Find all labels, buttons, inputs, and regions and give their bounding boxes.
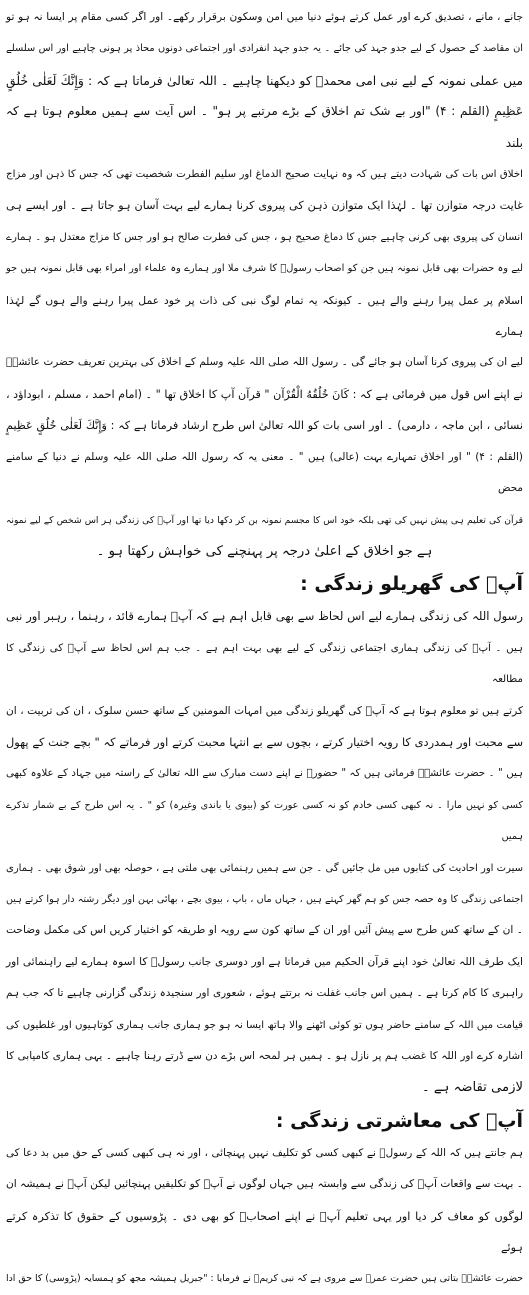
text-line: کرتے ہیں تو معلوم ہوتا ہے کہ آپؐ کی گھریلو زندگی میں امہات المومنین کے ساتھ حسن سلوک ، ان کی تربیت ، ان bbox=[6, 704, 523, 717]
text-line: اسلام پر عمل پیرا رہنے والے ہیں ۔ کیونکہ یہ تمام لوگ نبی کی ذات پر خود عمل پیرا رہنے والے ہوں گے لہٰذا ہمارے bbox=[6, 293, 523, 339]
text-line: قرآن کی تعلیم ہی پیش نہیں کی تھی بلکہ خود اس کا مجسم نمونہ بن کر دکھا دیا تھا اور آپؐ کی زندگی ہر اس شخص کے لیے نمونہ bbox=[6, 514, 523, 526]
text-line: غایت درجہ متوازن تھا ۔ لہٰذا ایک متوازن ذہن کی پیروی کرنا ہمارے لیے بہت آسان ہو جاتا ہے ۔ اور ایسے ہی bbox=[6, 199, 523, 213]
text-line: ہے جو اخلاق کے اعلیٰ درجہ پر پہنچنے کی خواہش رکھتا ہو ۔ bbox=[96, 543, 433, 559]
text-line: اشارہ کرے اور اللہ کا غضب ہم پر نازل ہو ۔ ہمیں ہر لمحہ اس بڑے دن سے ڈرتے رہنا چاہیے ۔ یہی ہماری کامیابی کا bbox=[6, 1050, 523, 1062]
text-line: رسول اللہ کی زندگی ہمارے لیے اس لحاظ سے بھی قابل اہم ہے کہ آپؐ ہمارے قائد ، رہنما ، رہبر اور نبی bbox=[6, 609, 523, 624]
text-line: ۔ بہت سے واقعات آپؐ کی زندگی سے وابستہ ہیں جہاں لوگوں نے آپؐ کو تکلیفیں پہنچائیں لیکن آپؐ نے ہمیشہ ان bbox=[6, 1178, 523, 1191]
text-line: لیے وہ حضرات بھی قابل نمونہ ہیں جن کو اصحاب رسولؐ کا شرف ملا اور ہمارے وہ علماء اور امراء بھی قابل نمونہ ہیں جو bbox=[6, 263, 523, 275]
text-line: راہبری کا کام کرتا ہے ۔ ہمیں اس جانب غفلت نہ برتتے ہوئے ، شعوری اور سنجیدہ زندگی گزارنی چاہیے تا کہ جب ہم bbox=[6, 987, 523, 1000]
text-line: لیے ان کی پیروی کرنا آسان ہو جائے گی ۔ رسول اللہ صلی اللہ علیہ وسلم کے اخلاق کی بہترین تعریف حضرت عائشہؓ bbox=[6, 356, 523, 369]
home-life-paragraph bbox=[6, 601, 523, 1104]
text-line: انسان کی پیروی بھی کرنی چاہیے جس کا دماغ صحیح ہو ، جس کی فطرت صالح ہو اور جس کا مزاج معتدل ہو ۔ ہمارے bbox=[6, 231, 523, 243]
social-life-paragraph bbox=[6, 1138, 523, 1295]
text-line: اخلاق اس بات کی شہادت دیتے ہیں کہ وہ نہایت صحیح الدماغ اور سلیم الفطرت شخصیت تھی کہ جس کا ذہن اور مزاج bbox=[6, 169, 523, 181]
text-line: سیرت اور احادیث کی کتابوں میں مل جائیں گی ۔ جن سے ہمیں رہنمائی بھی ملتی ہے ، حوصلہ بھی اور شوق بھی ۔ ہماری bbox=[6, 862, 523, 874]
text-line: ایک طرف اللہ تعالیٰ خود اپنے قرآن الحکیم میں فرماتا ہے اور دوسری جانب رسولؐ کا اسوہ ہمارے لیے راہنمائی اور bbox=[6, 955, 523, 968]
text-line: ہیں " ۔ حضرت عائشہؓ فرماتی ہیں کہ " حضورؐ نے اپنے دست مبارک سے اللہ تعالیٰ کے راستہ میں جہاد کے علاوہ کبھی bbox=[6, 768, 523, 780]
text-line: ان مقاصد کے حصول کے لیے جدو جہد کی جائے ۔ یہ جدو جہد انفرادی اور اجتماعی دونوں محاذ پر ہونی چاہیے اور اس سلسلے bbox=[6, 43, 523, 55]
text-line: ہم جانتے ہیں کہ اللہ کے رسولؐ نے کبھی کسی کو تکلیف نہیں پہنچائی ، اور نہ ہی کبھی کسی کے حق میں بد دعا کی bbox=[6, 1146, 523, 1159]
text-line: جانے ، مانے ، تصدیق کرے اور عمل کرتے ہوئے دنیا میں امن وسکون برقرار رکھے۔ اور اگر کسی مقام پر ایسا نہ ہو تو bbox=[6, 11, 523, 23]
text-line: ۔ ان کے ساتھ کس طرح سے پیش آئیں اور ان کے ساتھ کون سے رویہ او طریقہ کو اختیار کریں اس کی مکمل وضاحت bbox=[6, 924, 523, 937]
text-line: (القلم : ۴) " اور اخلاق تمہارے بہت (عالی) ہیں " ۔ معنی یہ کہ رسول اللہ صلی اللہ علیہ وسلم نے دنیا کے سامنے محض bbox=[6, 450, 523, 495]
text-line: لوگوں کو معاف کر دیا اور یہی تعلیم آپؐ نے اپنے اصحابؓ کو بھی دی ۔ پڑوسیوں کے حقوق کا تذکرہ کرتے ہوئے bbox=[6, 1209, 523, 1255]
intro-paragraph bbox=[6, 2, 523, 567]
text-line: قیامت میں اللہ کے سامنے حاضر ہوں تو کوئی اٹھنے والا ہاتھ ایسا نہ ہو جو ہماری جانب ہماری کوتاہیوں اور غلطیوں کی bbox=[6, 1019, 523, 1031]
text-line: لازمی تقاضہ ہے ۔ bbox=[422, 1080, 523, 1096]
text-line: سے محبت اور ہمدردی کا رویہ اختیار کرتے ، بچوں سے بے انتہا محبت کرتے اور فرماتے کہ " بچے جنت کے پھول bbox=[6, 734, 523, 749]
text-line: نسائی ، ابن ماجہ ، دارمی) ۔ اور اسی بات کو اللہ تعالیٰ اس طرح ارشاد فرماتا ہے کہ : وَإِنَّكَ لَعَلٰى خُلُقٍ عَظِيمٍ bbox=[6, 419, 523, 433]
text-line: ہیں ۔ آپؐ کی زندگی ہماری اجتماعی زندگی کے لیے بھی بہت اہم ہے ۔ جب ہم اس لحاظ سے آپؐ کی زندگی کا مطالعہ bbox=[6, 642, 523, 686]
text-line: عَظِيمٍ (القلم : ۴) "اور بے شک تم اخلاق کے بڑے مرتبے پر ہو" ۔ اس آیت سے ہمیں معلوم ہوتا ہے کہ بلند bbox=[6, 104, 523, 150]
text-line: اجتماعی زندگی کا وہ حصہ جس کو ہم گھر کہتے ہیں ، جہاں ماں ، باپ ، بیوی بچے ، بھائی بہن اور دیگر رشتہ دار ہوا کرتے ہیں bbox=[6, 893, 523, 905]
section-heading-social-life: آپؐ کی معاشرتی زندگی : bbox=[275, 1109, 523, 1132]
section-heading-home-life: آپؐ کی گھریلو زندگی : bbox=[300, 573, 523, 596]
text-line: میں عملی نمونہ کے لیے نبی امی محمدؐ کو دیکھنا چاہیے ۔ اللہ تعالیٰ فرماتا ہے کہ : وَإِنَّكَ لَعَلٰى خُلُقٍ bbox=[6, 72, 523, 88]
text-line: کسی کو نہیں مارا ۔ نہ کبھی کسی خادم کو نہ کسی عورت کو (بیوی یا باندی وغیرہ) کو " ۔ یہ اس طرح کے بے شمار تذکرے ہمیں bbox=[6, 799, 523, 843]
text-line: نے اپنے اس قول میں فرمائی ہے کہ : كَانَ خُلُقُهُ الْقُرْآن " قرآن آپ کا اخلاق تھا " ۔ (امام احمد ، مسلم ، ابوداؤد ، bbox=[6, 387, 523, 401]
text-line: حضرت عائشہؓ بتاتی ہیں حضرت عمرؓ سے مروی ہے کہ نبی کریمؐ نے فرمایا : "جبریل ہمیشہ مجھ کو ہمسایہ (پڑوسی) کا حق ادا bbox=[6, 1273, 523, 1285]
